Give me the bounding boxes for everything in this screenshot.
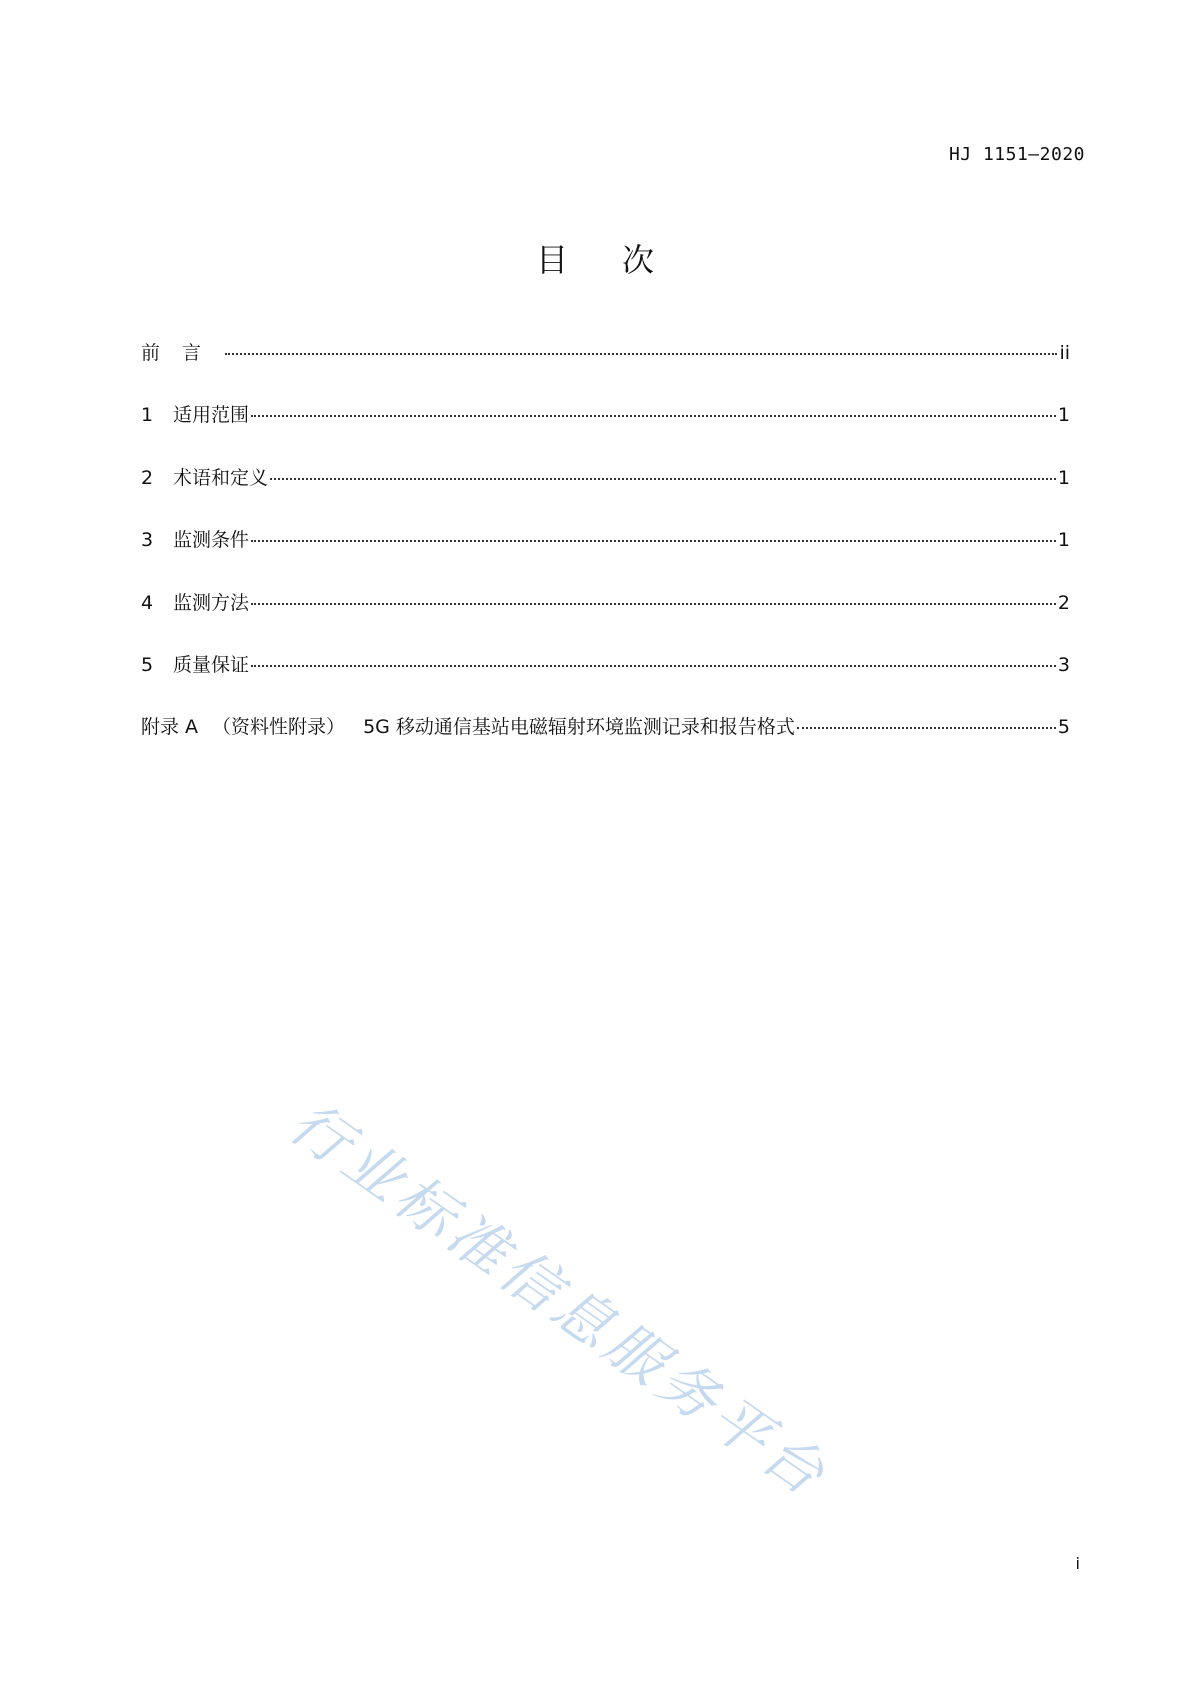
toc-entry-page: 1 bbox=[1057, 404, 1070, 427]
toc-entry-appendix-a[interactable] bbox=[141, 715, 1070, 777]
toc-entry-page: 1 bbox=[1057, 529, 1070, 552]
toc-leader-dots bbox=[270, 478, 1056, 480]
toc-leader-dots bbox=[251, 540, 1056, 542]
toc-entry-quality[interactable] bbox=[141, 653, 1070, 715]
appendix-type: （资料性附录） bbox=[212, 716, 346, 739]
toc-entry-label: 适用范围 bbox=[173, 404, 250, 427]
toc-entry-number: 1 bbox=[141, 404, 154, 427]
document-code: HJ 1151—2020 bbox=[948, 144, 1085, 165]
toc-entry-foreword[interactable] bbox=[141, 341, 1070, 403]
toc-leader-dots bbox=[797, 727, 1056, 729]
toc-entry-scope[interactable] bbox=[141, 403, 1070, 465]
toc-entry-methods[interactable] bbox=[141, 591, 1070, 653]
toc-entry-label: 前言 bbox=[141, 342, 224, 364]
page-number: i bbox=[1075, 1554, 1080, 1573]
toc-entry-label: 术语和定义 bbox=[173, 466, 269, 489]
toc-entry-label: 5G 移动通信基站电磁辐射环境监测记录和报告格式 bbox=[363, 716, 795, 739]
toc-leader-dots bbox=[251, 603, 1056, 605]
toc-entry-number: 附录 A bbox=[141, 716, 199, 739]
toc-entry-label: 质量保证 bbox=[173, 653, 250, 676]
toc-leader-dots bbox=[225, 353, 1057, 355]
toc-entry-label: 监测方法 bbox=[173, 591, 250, 614]
toc-leader-dots bbox=[251, 665, 1056, 667]
toc-entry-page: 3 bbox=[1057, 653, 1070, 676]
toc-leader-dots bbox=[251, 415, 1056, 417]
toc-entry-page: ii bbox=[1059, 342, 1070, 364]
toc-entry-page: 1 bbox=[1057, 466, 1070, 489]
toc-entry-label: 监测条件 bbox=[173, 529, 250, 552]
toc-entry-conditions[interactable] bbox=[141, 528, 1070, 590]
toc-entry-terms[interactable] bbox=[141, 466, 1070, 528]
toc-entry-number: 3 bbox=[141, 529, 154, 552]
table-of-contents bbox=[141, 341, 1070, 778]
toc-entry-page: 2 bbox=[1057, 591, 1070, 614]
toc-entry-page: 5 bbox=[1057, 716, 1070, 739]
toc-entry-number: 5 bbox=[141, 653, 154, 676]
toc-title: 目次 bbox=[535, 241, 708, 279]
toc-entry-number: 2 bbox=[141, 466, 154, 489]
watermark-text: 行业标准信息服务平台 bbox=[277, 1088, 841, 1512]
toc-entry-number: 4 bbox=[141, 591, 154, 614]
